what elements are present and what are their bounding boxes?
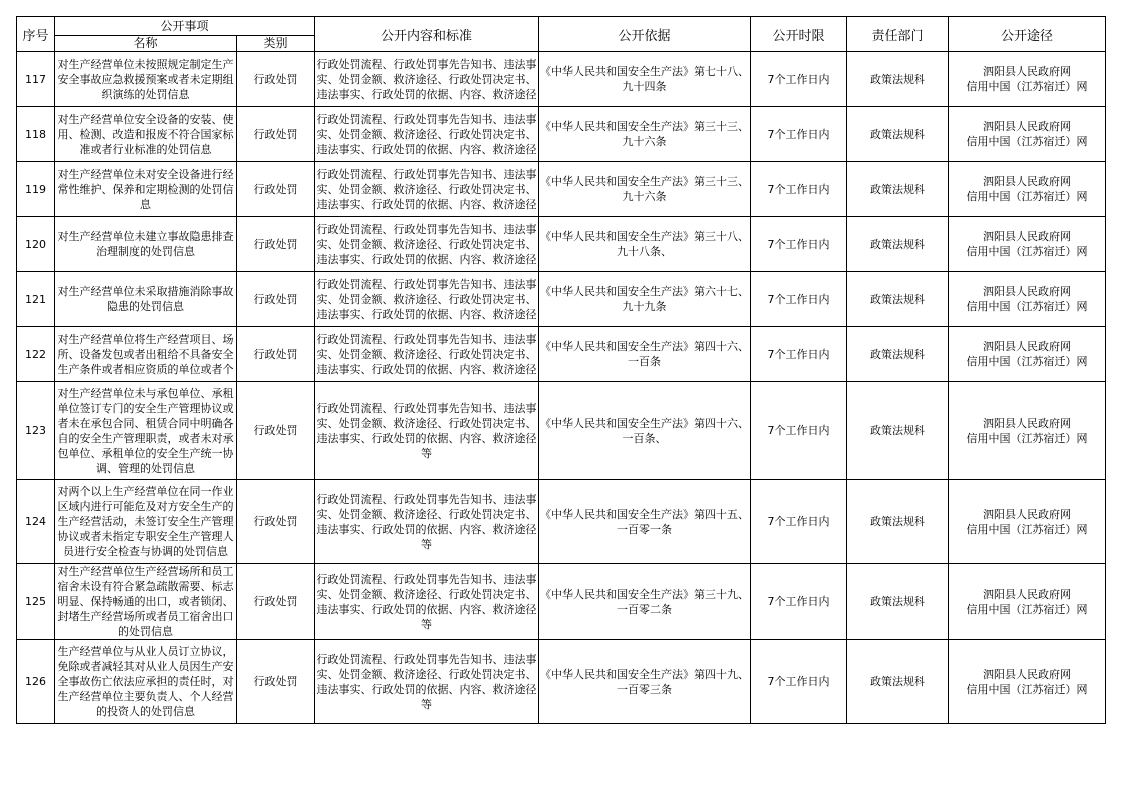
header-category: 类别 bbox=[237, 35, 315, 51]
channel-line-2: 信用中国（江苏宿迁）网 bbox=[966, 80, 1088, 93]
cell-channel bbox=[949, 162, 1106, 217]
cell-name-text: 对生产经营单位未按照规定制定生产安全事故应急救援预案或者未定期组织演练的处罚信息 bbox=[57, 57, 234, 101]
channel-line-2: 信用中国（江苏宿迁）网 bbox=[966, 245, 1088, 258]
cell-content bbox=[315, 217, 539, 272]
cell-basis: 《中华人民共和国安全生产法》第七十八、九十四条 bbox=[539, 52, 751, 107]
cell-name bbox=[55, 52, 237, 107]
cell-content-text: 行政处罚流程、行政处罚事先告知书、违法事实、处罚金额、救济途径、行政处罚决定书、违法事实、行政处罚的依据、内容、救济途径 bbox=[316, 222, 537, 266]
cell-channel bbox=[949, 107, 1106, 162]
cell-name-text: 对两个以上生产经营单位在同一作业区域内进行可能危及对方安全生产的生产经营活动，未签订安全生产管理协议或者未指定专职安全生产管理人员进行安全检查与协调的处罚信息 bbox=[57, 485, 234, 558]
table-row bbox=[17, 564, 1106, 640]
cell-name bbox=[55, 382, 237, 480]
cell-content bbox=[315, 52, 539, 107]
cell-dept: 政策法规科 bbox=[847, 272, 949, 327]
cell-channel bbox=[949, 564, 1106, 640]
cell-time-limit: 7个工作日内 bbox=[751, 640, 847, 724]
cell-content-text: 行政处罚流程、行政处罚事先告知书、违法事实、处罚金额、救济途径、行政处罚决定书、违法事实、行政处罚的依据、内容、救济途径等 bbox=[316, 401, 537, 460]
cell-content bbox=[315, 480, 539, 564]
table-row bbox=[17, 640, 1106, 724]
cell-time-limit: 7个工作日内 bbox=[751, 564, 847, 640]
cell-basis: 《中华人民共和国安全生产法》第四十五、一百零一条 bbox=[539, 480, 751, 564]
cell-dept: 政策法规科 bbox=[847, 480, 949, 564]
cell-time-limit: 7个工作日内 bbox=[751, 217, 847, 272]
cell-content bbox=[315, 272, 539, 327]
cell-dept: 政策法规科 bbox=[847, 382, 949, 480]
cell-basis: 《中华人民共和国安全生产法》第四十六、一百条、 bbox=[539, 382, 751, 480]
table-row bbox=[17, 162, 1106, 217]
cell-seq: 124 bbox=[17, 480, 55, 564]
cell-name bbox=[55, 640, 237, 724]
cell-basis: 《中华人民共和国安全生产法》第四十六、一百条 bbox=[539, 327, 751, 382]
cell-content-text: 行政处罚流程、行政处罚事先告知书、违法事实、处罚金额、救济途径、行政处罚决定书、违法事实、行政处罚的依据、内容、救济途径等 bbox=[316, 572, 537, 631]
cell-name bbox=[55, 480, 237, 564]
cell-content-text: 行政处罚流程、行政处罚事先告知书、违法事实、处罚金额、救济途径、行政处罚决定书、违法事实、行政处罚的依据、内容、救济途径 bbox=[316, 112, 537, 156]
cell-basis: 《中华人民共和国安全生产法》第三十八、九十八条、 bbox=[539, 217, 751, 272]
cell-seq: 123 bbox=[17, 382, 55, 480]
header-seq: 序号 bbox=[17, 17, 55, 52]
table-row bbox=[17, 327, 1106, 382]
cell-content bbox=[315, 107, 539, 162]
cell-time-limit: 7个工作日内 bbox=[751, 480, 847, 564]
cell-content-text: 行政处罚流程、行政处罚事先告知书、违法事实、处罚金额、救济途径、行政处罚决定书、违法事实、行政处罚的依据、内容、救济途径 bbox=[316, 167, 537, 211]
header-dept: 责任部门 bbox=[847, 17, 949, 52]
channel-line-2: 信用中国（江苏宿迁）网 bbox=[966, 602, 1088, 616]
cell-channel bbox=[949, 52, 1106, 107]
cell-dept: 政策法规科 bbox=[847, 327, 949, 382]
cell-seq: 122 bbox=[17, 327, 55, 382]
channel-line-1: 泗阳县人民政府网 bbox=[983, 416, 1072, 430]
cell-basis: 《中华人民共和国安全生产法》第六十七、九十九条 bbox=[539, 272, 751, 327]
channel-line-2: 信用中国（江苏宿迁）网 bbox=[966, 431, 1088, 445]
cell-name-text: 对生产经营单位未对安全设备进行经常性维护、保养和定期检测的处罚信息 bbox=[57, 167, 234, 211]
cell-category: 行政处罚 bbox=[237, 382, 315, 480]
cell-category: 行政处罚 bbox=[237, 640, 315, 724]
cell-dept: 政策法规科 bbox=[847, 162, 949, 217]
cell-content bbox=[315, 382, 539, 480]
cell-channel bbox=[949, 480, 1106, 564]
cell-dept: 政策法规科 bbox=[847, 52, 949, 107]
cell-seq: 119 bbox=[17, 162, 55, 217]
cell-basis: 《中华人民共和国安全生产法》第四十九、一百零三条 bbox=[539, 640, 751, 724]
cell-name bbox=[55, 327, 237, 382]
cell-content bbox=[315, 327, 539, 382]
cell-name-text: 对生产经营单位将生产经营项目、场所、设备发包或者出租给不具备安全生产条件或者相应资质的单位或者个 bbox=[57, 332, 234, 376]
cell-channel bbox=[949, 217, 1106, 272]
cell-name bbox=[55, 272, 237, 327]
cell-basis: 《中华人民共和国安全生产法》第三十三、九十六条 bbox=[539, 162, 751, 217]
cell-dept: 政策法规科 bbox=[847, 564, 949, 640]
cell-name-text: 生产经营单位与从业人员订立协议，免除或者减轻其对从业人员因生产安全事故伤亡依法应承担的责任时，对生产经营单位主要负责人、个人经营的投资人的处罚信息 bbox=[57, 645, 234, 718]
cell-seq: 118 bbox=[17, 107, 55, 162]
channel-line-1: 泗阳县人民政府网 bbox=[983, 285, 1072, 298]
cell-name bbox=[55, 217, 237, 272]
channel-line-2: 信用中国（江苏宿迁）网 bbox=[966, 682, 1088, 696]
channel-line-2: 信用中国（江苏宿迁）网 bbox=[966, 190, 1088, 203]
cell-name-text: 对生产经营单位未采取措施消除事故隐患的处罚信息 bbox=[57, 285, 234, 313]
cell-seq: 126 bbox=[17, 640, 55, 724]
cell-name-text: 对生产经营单位未建立事故隐患排查治理制度的处罚信息 bbox=[57, 230, 234, 258]
header-channel: 公开途径 bbox=[949, 17, 1106, 52]
channel-line-1: 泗阳县人民政府网 bbox=[983, 230, 1072, 243]
table-row bbox=[17, 107, 1106, 162]
disclosure-table bbox=[16, 16, 1106, 724]
channel-line-2: 信用中国（江苏宿迁）网 bbox=[966, 355, 1088, 368]
cell-name-text: 对生产经营单位未与承包单位、承租单位签订专门的安全生产管理协议或者未在承包合同、租赁合同中明确各自的安全生产管理职责，或者未对承包单位、承租单位的安全生产统一协调、管理的处罚信息 bbox=[57, 386, 234, 475]
cell-name bbox=[55, 162, 237, 217]
channel-line-1: 泗阳县人民政府网 bbox=[983, 587, 1072, 601]
header-item-group: 公开事项 bbox=[55, 17, 315, 36]
cell-seq: 117 bbox=[17, 52, 55, 107]
channel-line-1: 泗阳县人民政府网 bbox=[983, 340, 1072, 353]
cell-dept: 政策法规科 bbox=[847, 640, 949, 724]
cell-name bbox=[55, 564, 237, 640]
table-row bbox=[17, 272, 1106, 327]
channel-line-1: 泗阳县人民政府网 bbox=[983, 667, 1072, 681]
cell-seq: 125 bbox=[17, 564, 55, 640]
cell-time-limit: 7个工作日内 bbox=[751, 327, 847, 382]
cell-content-text: 行政处罚流程、行政处罚事先告知书、违法事实、处罚金额、救济途径、行政处罚决定书、违法事实、行政处罚的依据、内容、救济途径 bbox=[316, 332, 537, 376]
channel-line-1: 泗阳县人民政府网 bbox=[983, 175, 1072, 188]
cell-channel bbox=[949, 272, 1106, 327]
table-row bbox=[17, 382, 1106, 480]
channel-line-2: 信用中国（江苏宿迁）网 bbox=[966, 300, 1088, 313]
channel-line-1: 泗阳县人民政府网 bbox=[983, 507, 1072, 521]
channel-line-1: 泗阳县人民政府网 bbox=[983, 65, 1072, 78]
header-content: 公开内容和标准 bbox=[315, 17, 539, 52]
cell-content bbox=[315, 564, 539, 640]
cell-dept: 政策法规科 bbox=[847, 107, 949, 162]
table-row bbox=[17, 480, 1106, 564]
cell-category: 行政处罚 bbox=[237, 52, 315, 107]
cell-name-text: 对生产经营单位安全设备的安装、使用、检测、改造和报废不符合国家标准或者行业标准的处罚信息 bbox=[57, 112, 234, 156]
cell-time-limit: 7个工作日内 bbox=[751, 382, 847, 480]
cell-time-limit: 7个工作日内 bbox=[751, 272, 847, 327]
table-row bbox=[17, 217, 1106, 272]
cell-dept: 政策法规科 bbox=[847, 217, 949, 272]
cell-name-text: 对生产经营单位生产经营场所和员工宿舍未设有符合紧急疏散需要、标志明显、保持畅通的出口，或者锁闭、封堵生产经营场所或者员工宿舍出口的处罚信息 bbox=[57, 565, 234, 638]
cell-category: 行政处罚 bbox=[237, 480, 315, 564]
cell-content bbox=[315, 640, 539, 724]
cell-basis: 《中华人民共和国安全生产法》第三十九、一百零二条 bbox=[539, 564, 751, 640]
cell-content-text: 行政处罚流程、行政处罚事先告知书、违法事实、处罚金额、救济途径、行政处罚决定书、违法事实、行政处罚的依据、内容、救济途径等 bbox=[316, 652, 537, 711]
channel-line-1: 泗阳县人民政府网 bbox=[983, 120, 1072, 133]
cell-name bbox=[55, 107, 237, 162]
cell-content bbox=[315, 162, 539, 217]
cell-content-text: 行政处罚流程、行政处罚事先告知书、违法事实、处罚金额、救济途径、行政处罚决定书、违法事实、行政处罚的依据、内容、救济途径 bbox=[316, 57, 537, 101]
cell-category: 行政处罚 bbox=[237, 272, 315, 327]
channel-line-2: 信用中国（江苏宿迁）网 bbox=[966, 522, 1088, 536]
cell-seq: 121 bbox=[17, 272, 55, 327]
cell-basis: 《中华人民共和国安全生产法》第三十三、九十六条 bbox=[539, 107, 751, 162]
cell-category: 行政处罚 bbox=[237, 327, 315, 382]
cell-channel bbox=[949, 640, 1106, 724]
cell-category: 行政处罚 bbox=[237, 107, 315, 162]
channel-line-2: 信用中国（江苏宿迁）网 bbox=[966, 135, 1088, 148]
header-basis: 公开依据 bbox=[539, 17, 751, 52]
header-time-limit: 公开时限 bbox=[751, 17, 847, 52]
cell-content-text: 行政处罚流程、行政处罚事先告知书、违法事实、处罚金额、救济途径、行政处罚决定书、违法事实、行政处罚的依据、内容、救济途径 bbox=[316, 277, 537, 321]
cell-time-limit: 7个工作日内 bbox=[751, 52, 847, 107]
cell-seq: 120 bbox=[17, 217, 55, 272]
cell-content-text: 行政处罚流程、行政处罚事先告知书、违法事实、处罚金额、救济途径、行政处罚决定书、违法事实、行政处罚的依据、内容、救济途径等 bbox=[316, 492, 537, 551]
cell-category: 行政处罚 bbox=[237, 217, 315, 272]
cell-time-limit: 7个工作日内 bbox=[751, 107, 847, 162]
cell-category: 行政处罚 bbox=[237, 564, 315, 640]
cell-category: 行政处罚 bbox=[237, 162, 315, 217]
table-row bbox=[17, 52, 1106, 107]
cell-time-limit: 7个工作日内 bbox=[751, 162, 847, 217]
cell-channel bbox=[949, 382, 1106, 480]
header-name: 名称 bbox=[55, 35, 237, 51]
cell-channel bbox=[949, 327, 1106, 382]
